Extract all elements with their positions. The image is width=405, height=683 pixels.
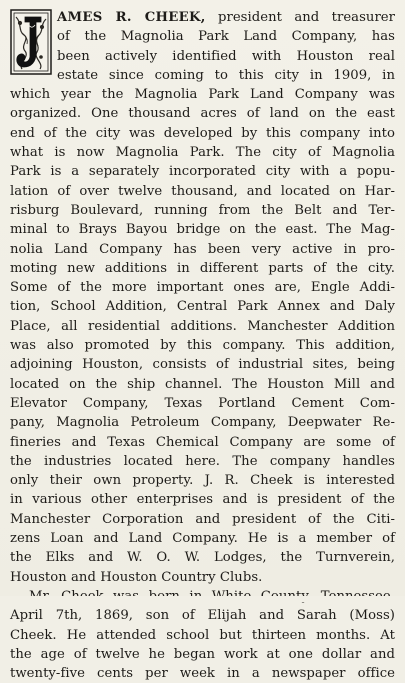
text-line-25: only their own property. J. R. Cheek is interested [10, 473, 395, 489]
text-line-33: Cheek. He attended school but thirteen months. At [10, 627, 395, 643]
text-line-2: of the Magnolia Park Land Company, has [57, 29, 395, 45]
text-line-27: Manchester Corporation and president of the Citi- [10, 511, 395, 527]
text-line-23: fineries and Texas Chemical Company are some of [10, 434, 395, 450]
text-line-30: Houston and Houston Country Clubs. [10, 569, 263, 585]
text-line-32: April 7th, 1869, son of Elijah and Sarah (Moss) [10, 608, 395, 624]
text-line-3: been actively identified with Houston real [57, 48, 395, 64]
text-line-34: the age of twelve he began work at one dollar and [10, 646, 395, 662]
text-line-9: Park is a separately incorporated city with a popu- [10, 164, 395, 180]
text-line-35: twenty-five cents per week in a newspaper office [10, 666, 395, 682]
text-line-26: in various other enterprises and is president of the [10, 492, 395, 508]
page-crop-edge [0, 596, 405, 602]
text-line-4: estate since coming to this city in 1909, in [57, 67, 395, 83]
text-line-15: Some of the more important ones are, Engle Addi- [10, 280, 395, 296]
text-line-24: the industries located here. The company handles [10, 453, 395, 469]
name-lead: AMES R. CHEEK, [57, 10, 206, 25]
text-line-1 [10, 8, 395, 27]
text-line-28: zens Loan and Land Company. He is a member of [10, 531, 395, 547]
text-line-8: what is now Magnolia Park. The city of Magnolia [10, 145, 395, 161]
text-fragment: president and treasurer [205, 10, 396, 25]
text-line-6: organized. One thousand acres of land on the east [10, 106, 395, 122]
text-line-18: was also promoted by this company. This addition, [10, 338, 395, 354]
text-line-19: adjoining Houston, consists of industrial sites, being [10, 357, 395, 373]
text-line-7: end of the city was developed by this company into [10, 125, 395, 141]
text-line-17: Place, all residential additions. Manchester Addition [10, 318, 395, 334]
text-line-20: located on the ship channel. The Houston Mill and [10, 376, 395, 392]
text-line-12: minal to Brays Bayou bridge on the east. The Mag- [10, 222, 395, 238]
text-line-5: which year the Magnolia Park Land Company was [10, 87, 395, 103]
text-line-10: lation of over twelve thousand, and located on Har- [10, 183, 395, 199]
text-line-22: pany, Magnolia Petroleum Company, Deepwater Re- [10, 415, 395, 431]
biography-text [10, 8, 395, 683]
text-line-11: risburg Boulevard, running from the Belt and Ter- [10, 202, 395, 218]
text-line-14: moting new additions in different parts of the city. [10, 260, 395, 276]
text-line-21: Elevator Company, Texas Portland Cement Com- [10, 395, 395, 411]
text-line-29: the Elks and W. O. W. Lodges, the Turnverein, [10, 550, 395, 566]
text-line-13: nolia Land Company has been very active in pro- [10, 241, 395, 257]
text-line-16: tion, School Addition, Central Park Annex and Daly [10, 299, 395, 315]
